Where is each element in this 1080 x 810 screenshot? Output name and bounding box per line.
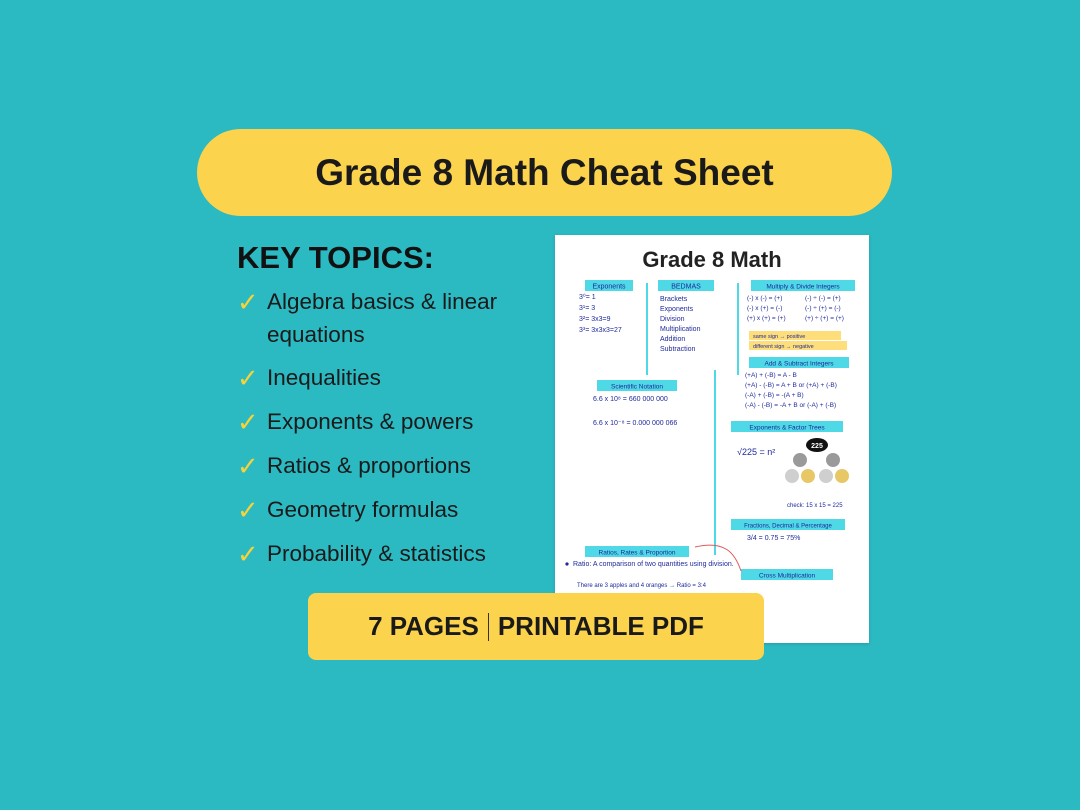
section-factor-trees: Exponents & Factor Trees [749,424,825,432]
bedmas-item: Exponents [660,306,694,313]
footer-banner [308,593,764,660]
topic-item [237,493,537,527]
topic-item [237,405,537,439]
factor-node [785,469,799,483]
ratio-example: There are 3 apples and 4 oranges → Ratio = 3:4 [577,583,706,589]
div-line: (-) ÷ (+) = (-) [805,305,841,312]
topic-label: Geometry formulas [267,497,459,522]
add-line: (+A) - (-B) = A + B or (+A) + (-B) [745,382,837,389]
preview-content [555,235,869,643]
topic-item [237,449,537,483]
factor-equation: √225 = n² [737,447,776,457]
factor-node [826,453,840,467]
page-title: Grade 8 Math Cheat Sheet [315,151,774,193]
separator [488,613,489,641]
bedmas-item: Subtraction [660,346,696,353]
section-bedmas: BEDMAS [671,283,701,291]
factor-node [793,453,807,467]
section-scientific: Scientific Notation [610,383,664,391]
sign-note: different sign → negative [753,344,814,350]
section-exponents: Exponents [592,283,626,291]
key-topics-heading: KEY TOPICS: [237,240,434,275]
add-line: (+A) + (-B) = A - B [745,372,797,379]
section-multiply-divide: Multiply & Divide Integers [766,283,840,291]
topic-label: Ratios & proportions [267,453,471,478]
checkmark-icon: ✓ [237,407,259,437]
add-line: (-A) + (-B) = -(A + B) [745,392,804,399]
factor-node [835,469,849,483]
mult-line: (+) x (+) = (+) [747,315,786,322]
bedmas-item: Brackets [660,296,688,303]
section-ratios: Ratios, Rates & Proportion [598,549,676,557]
exp-line: 3²= 3x3=9 [579,316,611,323]
topic-item [237,537,537,571]
format-label: PRINTABLE PDF [497,611,704,641]
factor-check: check: 15 x 15 = 225 [787,503,843,509]
title-banner [197,129,892,216]
mult-line: (-) x (-) = (+) [747,295,783,302]
checkmark-icon: ✓ [237,363,259,393]
checkmark-icon: ✓ [237,287,259,317]
exp-line: 3³= 3x3x3=27 [579,327,622,334]
ratio-definition: Ratio: A comparison of two quantities using division. [573,561,734,568]
sci-line: 6.6 x 10⁻⁸ = 0.000 000 066 [593,420,678,427]
pages-count: 7 PAGES [368,611,479,641]
bedmas-item: Division [660,316,685,323]
bedmas-item: Addition [660,336,686,343]
topics-list [237,285,537,581]
checkmark-icon: ✓ [237,539,259,569]
mult-line: (-) x (+) = (-) [747,305,783,312]
checkmark-icon: ✓ [237,451,259,481]
topic-label: Probability & statistics [267,541,486,566]
sci-line: 6.6 x 10⁸ = 660 000 000 [593,396,668,403]
section-cross: Cross Multiplication [758,572,816,580]
checkmark-icon: ✓ [237,495,259,525]
topic-item [237,285,537,351]
factor-root: 225 [811,443,823,450]
section-fractions: Fractions, Decimal & Percentage [744,523,832,530]
preview-title: Grade 8 Math [642,247,782,272]
cheat-sheet-preview [555,235,869,643]
bullet-dot [565,562,568,565]
factor-node [801,469,815,483]
div-line: (+) ÷ (+) = (+) [805,315,844,322]
factor-node [819,469,833,483]
div-line: (-) ÷ (-) = (+) [805,295,841,302]
sign-note: same sign → positive [753,334,806,340]
topic-label: Exponents & powers [267,409,474,434]
topic-label: Algebra basics & linear equations [267,289,498,347]
exp-line: 3⁰= 1 [579,294,596,301]
add-line: (-A) - (-B) = -A + B or (-A) + (-B) [745,402,837,409]
fraction-equation: 3/4 = 0.75 = 75% [747,535,801,542]
topic-item [237,361,537,395]
topic-label: Inequalities [267,365,381,390]
section-add-subtract: Add & Subtract Integers [764,360,834,368]
bedmas-item: Multiplication [660,326,701,333]
exp-line: 3¹= 3 [579,305,596,312]
